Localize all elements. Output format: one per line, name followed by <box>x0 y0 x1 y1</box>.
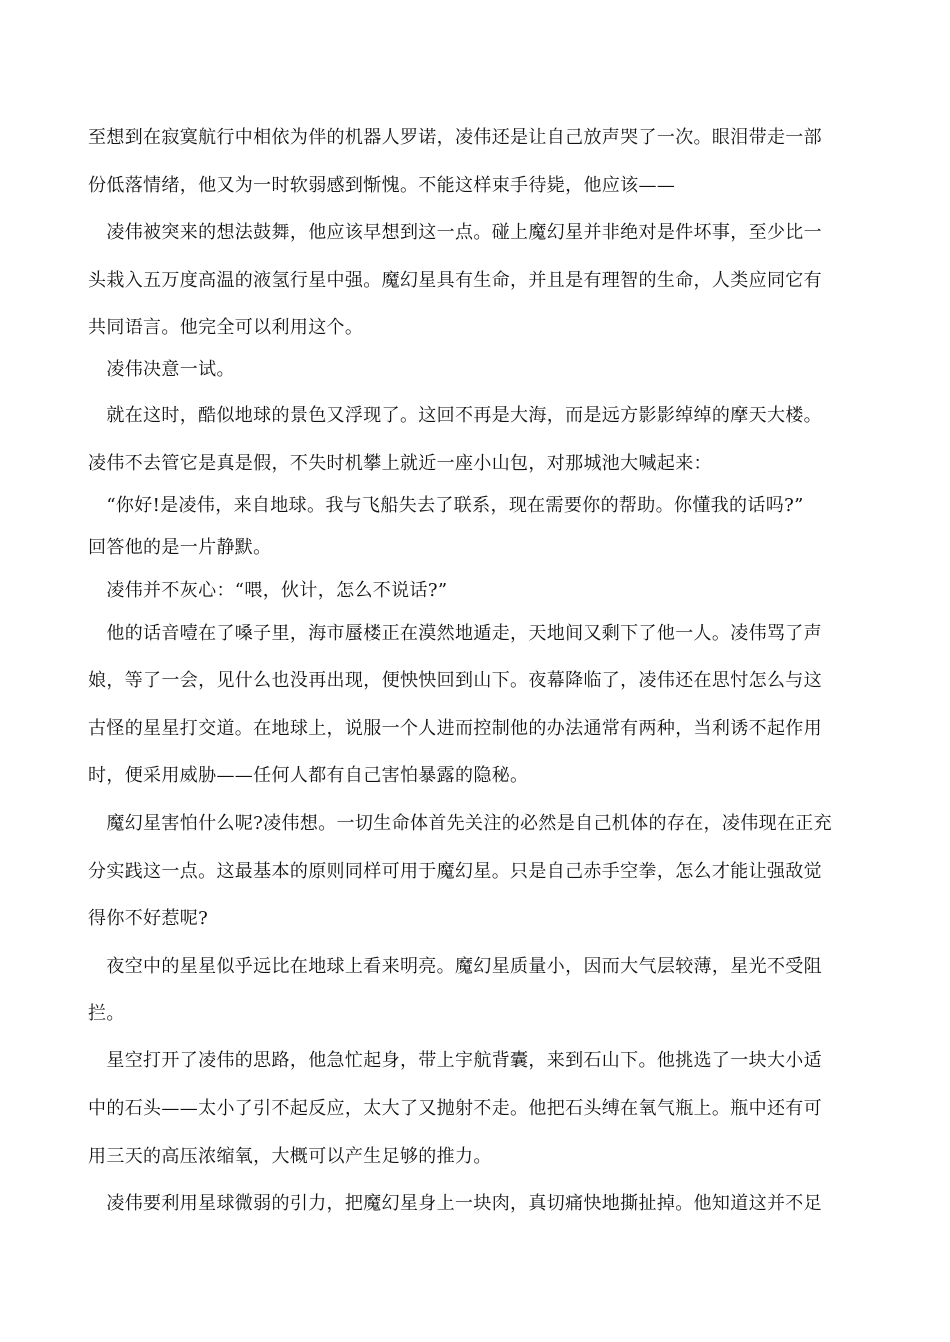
text-line: 凌伟不去管它是真是假，不失时机攀上就近一座小山包，对那城池大喊起来： <box>88 453 712 474</box>
text-line: 头栽入五万度高温的液氢行星中强。魔幻星具有生命，并且是有理智的生命，人类应同它有 <box>88 270 822 291</box>
text-line: 至想到在寂寞航行中相依为伴的机器人罗诺，凌伟还是让自己放声哭了一次。眼泪带走一部 <box>88 127 822 148</box>
text-line: 星空打开了凌伟的思路，他急忙起身，带上宇航背囊，来到石山下。他挑选了一块大小适 <box>88 1050 822 1071</box>
text-line: 时，便采用威胁——任何人都有自己害怕暴露的隐秘。 <box>88 765 529 786</box>
text-line: 得你不好惹呢? <box>88 908 209 929</box>
text-line: “你好!是凌伟，来自地球。我与飞船失去了联系，现在需要你的帮助。你懂我的话吗?” <box>88 495 804 516</box>
text-line: 他的话音噎在了嗓子里，海市蜃楼正在漠然地遁走，天地间又剩下了他一人。凌伟骂了声 <box>88 623 822 644</box>
text-line: 魔幻星害怕什么呢?凌伟想。一切生命体首先关注的必然是自己机体的存在，凌伟现在正充 <box>88 813 832 834</box>
text-line: 回答他的是一片静默。 <box>88 537 272 558</box>
text-line: 凌伟并不灰心：“喂，伙计，怎么不说话?” <box>88 580 448 601</box>
text-line: 凌伟要利用星球微弱的引力，把魔幻星身上一块肉，真切痛快地撕扯掉。他知道这并不足 <box>88 1193 822 1214</box>
text-line: 份低落情绪，他又为一时软弱感到惭愧。不能这样束手待毙，他应该—— <box>88 175 676 196</box>
text-line: 分实践这一点。这最基本的原则同样可用于魔幻星。只是自己赤手空拳，怎么才能让强敌觉 <box>88 861 822 882</box>
text-line: 用三天的高压浓缩氧，大概可以产生足够的推力。 <box>88 1146 492 1167</box>
text-line: 共同语言。他完全可以利用这个。 <box>88 317 364 338</box>
text-line: 就在这时，酷似地球的景色又浮现了。这回不再是大海，而是远方影影绰绰的摩天大楼。 <box>88 405 822 426</box>
text-line: 娘，等了一会，见什么也没再出现，便怏怏回到山下。夜幕降临了，凌伟还在思忖怎么与这 <box>88 670 822 691</box>
text-line: 夜空中的星星似乎远比在地球上看来明亮。魔幻星质量小，因而大气层较薄，星光不受阻 <box>88 956 822 977</box>
text-line: 古怪的星星打交道。在地球上，说服一个人进而控制他的办法通常有两种，当利诱不起作用 <box>88 718 822 739</box>
text-line: 中的石头——太小了引不起反应，太大了又抛射不走。他把石头缚在氧气瓶上。瓶中还有可 <box>88 1098 822 1119</box>
text-line: 凌伟决意一试。 <box>88 359 235 380</box>
text-line: 拦。 <box>88 1003 125 1024</box>
text-line: 凌伟被突来的想法鼓舞，他应该早想到这一点。碰上魔幻星并非绝对是件坏事，至少比一 <box>88 222 822 243</box>
